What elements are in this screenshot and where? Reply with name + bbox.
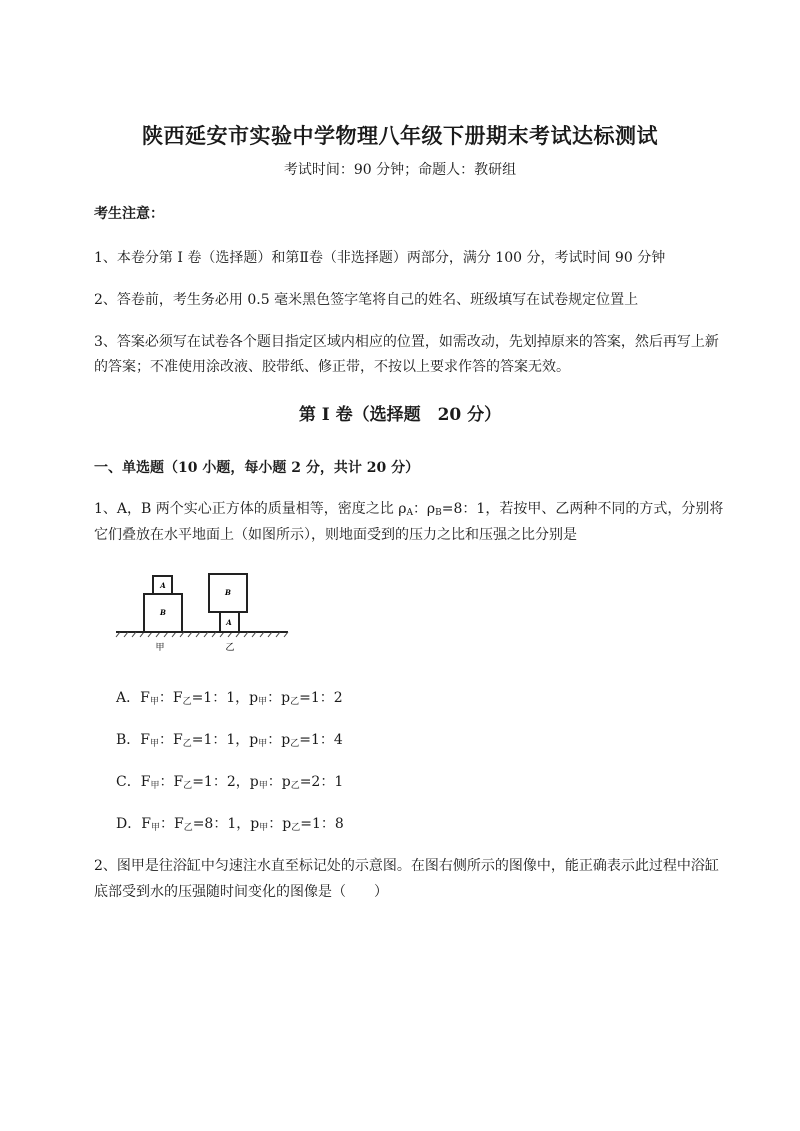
notice-item-3: 3、答案必须写在试卷各个题目指定区域内相应的位置，如需改动，先划掉原来的答案，然后再写上新 [94,334,719,350]
notice-item-1: 1、本卷分第 I 卷（选择题）和第Ⅱ卷（非选择题）两部分，满分 100 分，考试时间 90 分钟 [94,250,666,266]
svg-text:B: B [225,588,231,597]
svg-text:A: A [160,581,166,590]
question-2-line-1: 2、图甲是往浴缸中匀速注水直至标记处的示意图。在图右侧所示的图像中，能正确表示此过程中浴缸 [94,858,719,874]
question-1-line-2: 它们叠放在水平地面上（如图所示），则地面受到的压力之比和压强之比分别是 [94,527,577,543]
notice-item-3-cont: 的答案；不准使用涂改液、胶带纸、修正带，不按以上要求作答的答案无效。 [94,359,570,375]
notice-heading: 考生注意： [94,206,164,222]
page-title: 陕西延安市实验中学物理八年级下册期末考试达标测试 [142,123,658,148]
label-jia: 甲 [155,643,165,653]
exam-info: 考试时间：90 分钟；命题人：教研组 [283,162,517,178]
question-1-line-1: 1、A，B 两个实心正方体的质量相等，密度之比 $\rho_A$：$\rho_B=8$：1，若按甲、乙两种不同的方式，分别将 [94,501,724,518]
notice-item-2: 2、答卷前，考生务必用 0.5 毫米黑色签字笔将自己的姓名、班级填写在试卷规定位置上 [94,292,639,308]
option-b[interactable]: B．$F_甲$：$F_乙=1$：1，$p_甲$：$p_乙=1$：4 [116,732,343,749]
option-d[interactable]: D．$F_甲$：$F_乙=8$：1，$p_甲$：$p_乙=1$：8 [116,816,344,833]
part-heading: 一、单选题（10 小题，每小题 2 分，共计 20 分） [94,460,420,476]
question-2-line-2: 底部受到水的压强随时间变化的图像是（ ） [94,884,388,900]
stacking-blocks-figure [112,568,292,658]
option-c[interactable]: C．$F_甲$：$F_乙=1$：2，$p_甲$：$p_乙=2$：1 [116,774,344,791]
svg-text:A: A [226,618,232,627]
svg-text:B: B [160,608,166,617]
section-title: 第 I 卷（选择题 20 分） [298,405,502,425]
label-yi: 乙 [225,643,235,653]
option-a[interactable]: A．$F_甲$：$F_乙=1$：1，$p_甲$：$p_乙=1$：2 [116,690,343,707]
